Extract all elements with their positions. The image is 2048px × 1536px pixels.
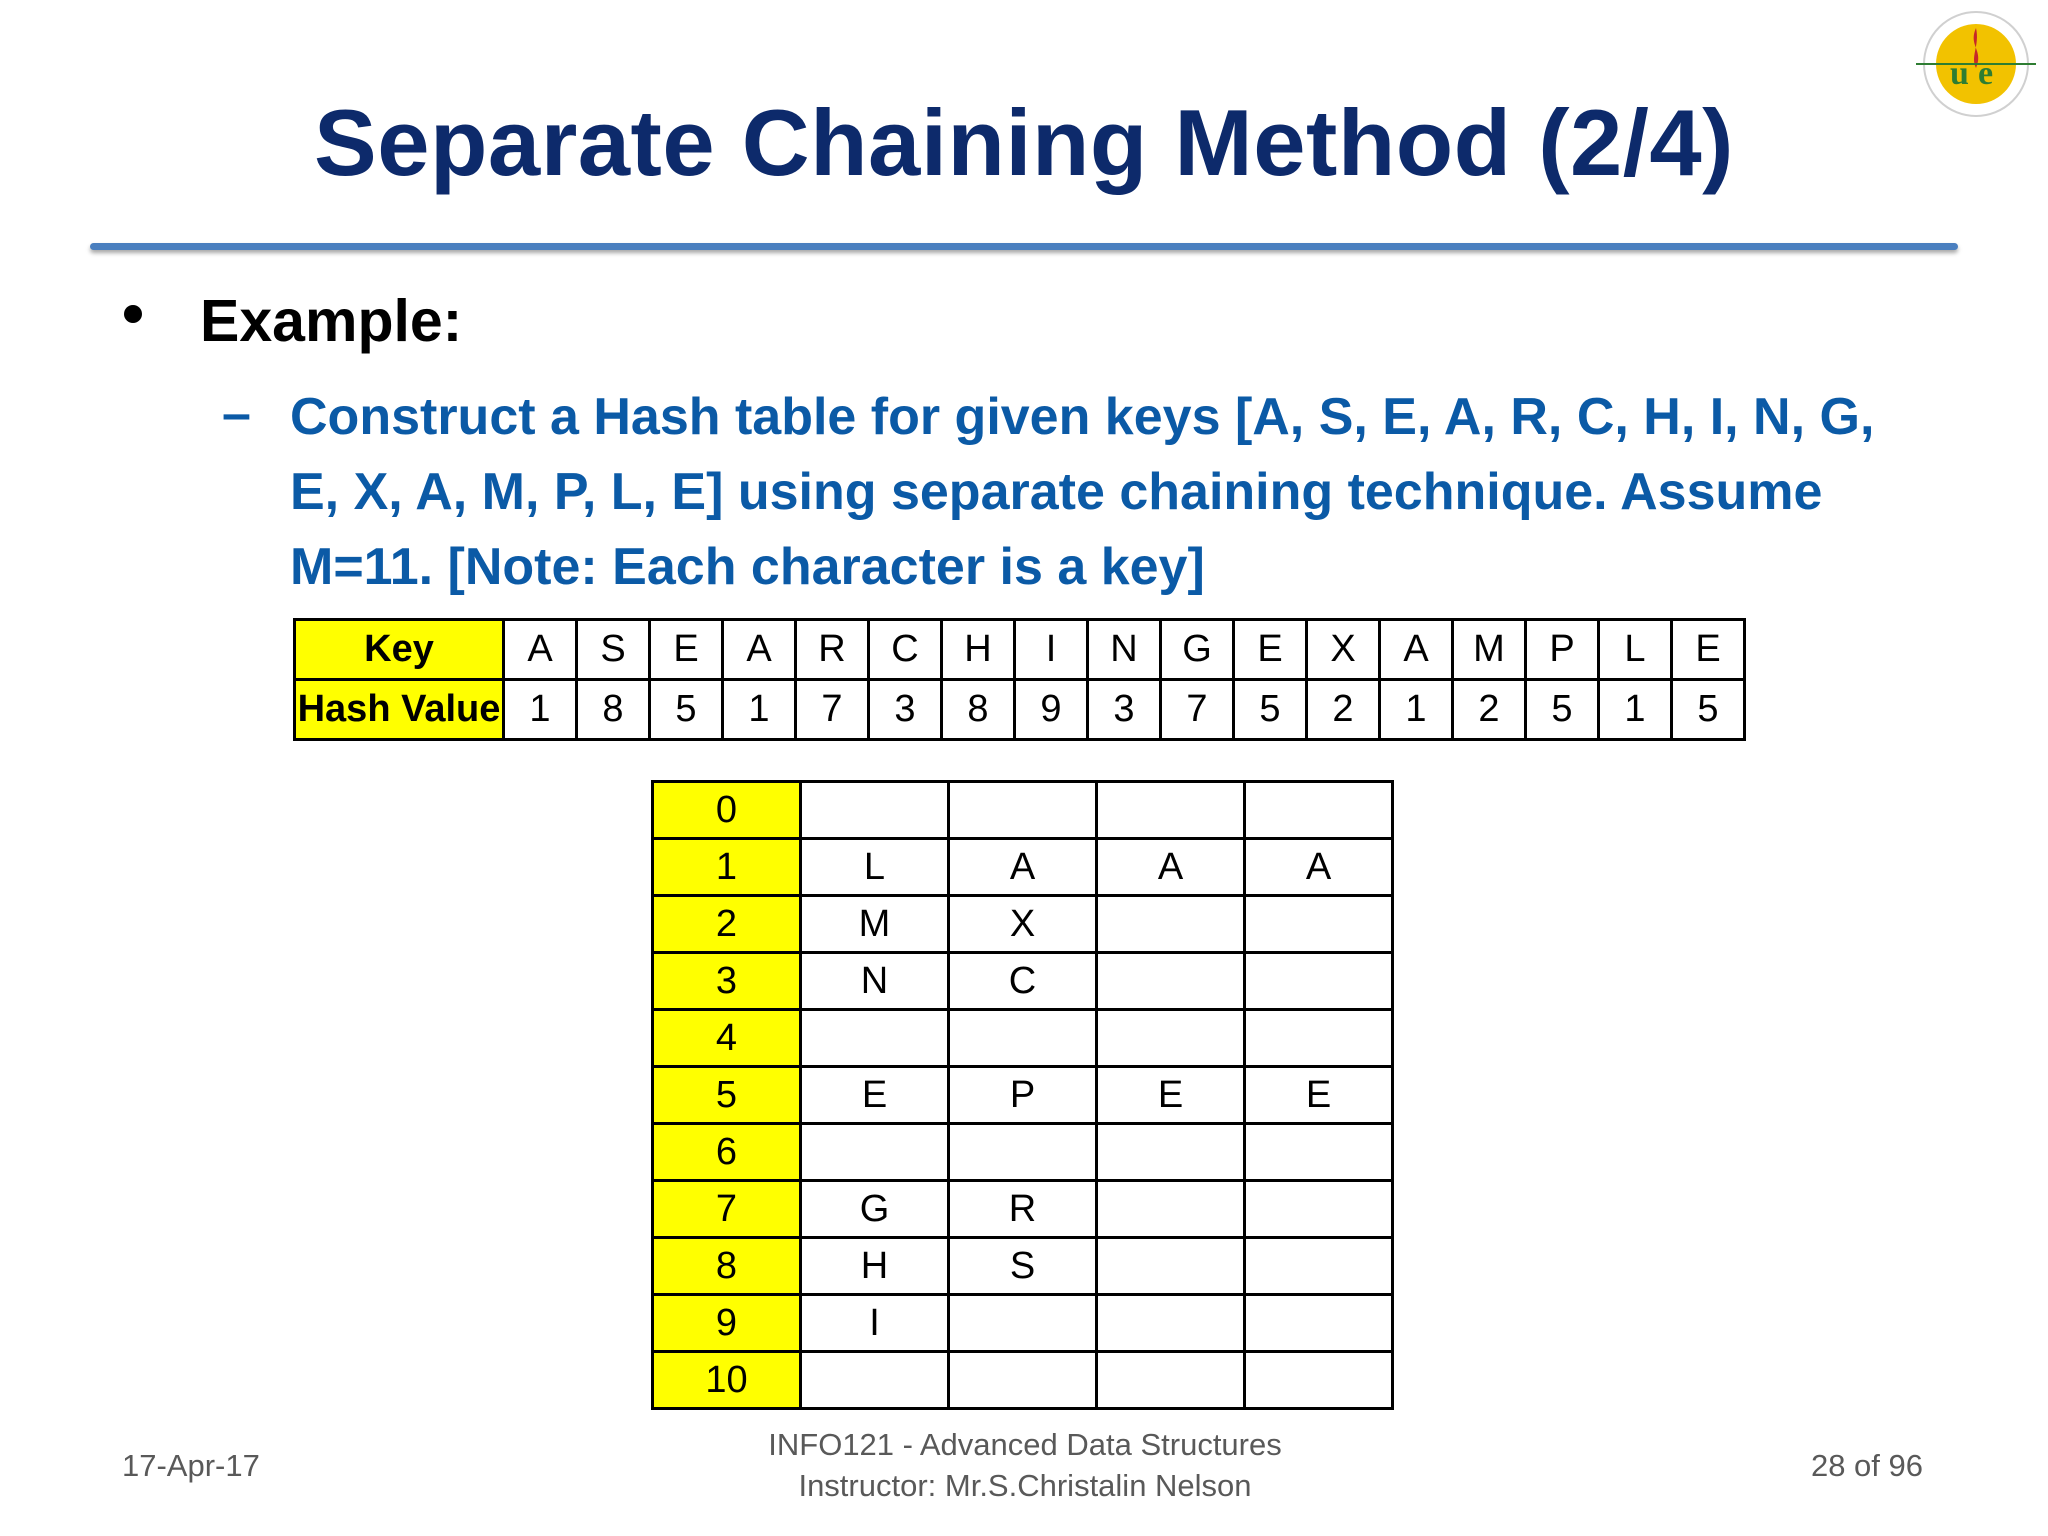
hash-row xyxy=(295,680,1745,740)
chain-cell xyxy=(1097,953,1245,1010)
hash-cell: 9 xyxy=(1015,680,1088,740)
chain-cell: X xyxy=(949,896,1097,953)
bucket-index: 1 xyxy=(653,839,801,896)
hash-cell: 7 xyxy=(796,680,869,740)
key-cell: P xyxy=(1526,620,1599,680)
hash-cell: 5 xyxy=(1672,680,1745,740)
hash-cell: 7 xyxy=(1161,680,1234,740)
chain-cell xyxy=(1097,1124,1245,1181)
bucket-row-4 xyxy=(653,1010,1393,1067)
footer-course-info xyxy=(680,1424,1370,1506)
chain-cell xyxy=(801,1124,949,1181)
bucket-row-8 xyxy=(653,1238,1393,1295)
chain-cell: P xyxy=(949,1067,1097,1124)
footer-date: 17-Apr-17 xyxy=(122,1448,260,1483)
hash-cell: 2 xyxy=(1307,680,1380,740)
chain-cell xyxy=(1245,1181,1393,1238)
separate-chaining-table xyxy=(651,780,1394,1410)
key-cell: H xyxy=(942,620,1015,680)
footer-instructor: Instructor: Mr.S.Christalin Nelson xyxy=(798,1468,1252,1503)
chain-cell xyxy=(1245,1010,1393,1067)
hash-cell: 8 xyxy=(942,680,1015,740)
key-cell: A xyxy=(723,620,796,680)
chain-cell xyxy=(949,1010,1097,1067)
chain-cell: H xyxy=(801,1238,949,1295)
problem-statement xyxy=(290,380,1930,605)
chain-cell: C xyxy=(949,953,1097,1010)
university-logo-icon xyxy=(1910,6,2042,126)
key-hash-table xyxy=(293,618,1746,741)
chain-cell: N xyxy=(801,953,949,1010)
chain-cell xyxy=(949,1124,1097,1181)
bucket-index: 6 xyxy=(653,1124,801,1181)
chain-cell xyxy=(1097,782,1245,839)
problem-line-3: M=11. [Note: Each character is a key] xyxy=(290,538,1205,596)
key-cell: N xyxy=(1088,620,1161,680)
chain-cell xyxy=(801,1352,949,1409)
slide-title: Separate Chaining Method (2/4) xyxy=(314,90,1734,195)
chain-cell: A xyxy=(949,839,1097,896)
chain-cell: E xyxy=(801,1067,949,1124)
key-cell: E xyxy=(1672,620,1745,680)
bucket-index: 2 xyxy=(653,896,801,953)
bucket-row-3 xyxy=(653,953,1393,1010)
chain-cell xyxy=(1245,782,1393,839)
chain-cell xyxy=(949,1295,1097,1352)
chain-cell: G xyxy=(801,1181,949,1238)
chain-cell xyxy=(1245,1295,1393,1352)
chain-cell xyxy=(1097,1181,1245,1238)
chain-cell xyxy=(1245,1124,1393,1181)
chain-cell xyxy=(1245,953,1393,1010)
key-cell: I xyxy=(1015,620,1088,680)
hash-cell: 5 xyxy=(650,680,723,740)
bucket-index: 9 xyxy=(653,1295,801,1352)
key-cell: S xyxy=(577,620,650,680)
key-cell: M xyxy=(1453,620,1526,680)
title-divider xyxy=(90,243,1958,250)
bucket-row-9 xyxy=(653,1295,1393,1352)
footer-course: INFO121 - Advanced Data Structures xyxy=(768,1427,1282,1462)
chain-cell: S xyxy=(949,1238,1097,1295)
bucket-row-0 xyxy=(653,782,1393,839)
hash-cell: 5 xyxy=(1234,680,1307,740)
bucket-index: 3 xyxy=(653,953,801,1010)
key-cell: L xyxy=(1599,620,1672,680)
bucket-index: 5 xyxy=(653,1067,801,1124)
hash-cell: 1 xyxy=(504,680,577,740)
hash-cell: 1 xyxy=(1380,680,1453,740)
key-row xyxy=(295,620,1745,680)
hash-cell: 3 xyxy=(869,680,942,740)
chain-cell xyxy=(1097,1352,1245,1409)
chain-cell xyxy=(801,1010,949,1067)
chain-cell xyxy=(1097,1010,1245,1067)
chain-cell: L xyxy=(801,839,949,896)
key-cell: E xyxy=(1234,620,1307,680)
bucket-row-6 xyxy=(653,1124,1393,1181)
hash-cell: 5 xyxy=(1526,680,1599,740)
chain-cell xyxy=(949,782,1097,839)
bullet-heading: Example: xyxy=(200,288,463,354)
bucket-index: 0 xyxy=(653,782,801,839)
chain-cell: A xyxy=(1097,839,1245,896)
problem-line-2: E, X, A, M, P, L, E] using separate chaining technique. Assume xyxy=(290,463,1823,521)
chain-cell: I xyxy=(801,1295,949,1352)
bucket-row-1 xyxy=(653,839,1393,896)
bucket-index: 7 xyxy=(653,1181,801,1238)
chain-cell xyxy=(949,1352,1097,1409)
chain-cell xyxy=(801,782,949,839)
dash-marker: – xyxy=(222,385,251,443)
hash-cell: 8 xyxy=(577,680,650,740)
bucket-row-7 xyxy=(653,1181,1393,1238)
key-cell: R xyxy=(796,620,869,680)
key-cell: C xyxy=(869,620,942,680)
hash-cell: 2 xyxy=(1453,680,1526,740)
key-cell: E xyxy=(650,620,723,680)
hash-header: Hash Value xyxy=(295,680,504,740)
key-cell: A xyxy=(504,620,577,680)
bucket-index: 4 xyxy=(653,1010,801,1067)
bucket-row-5 xyxy=(653,1067,1393,1124)
bucket-row-10 xyxy=(653,1352,1393,1409)
footer-page-number: 28 of 96 xyxy=(1810,1448,1923,1483)
chain-cell: M xyxy=(801,896,949,953)
bucket-index: 8 xyxy=(653,1238,801,1295)
chain-cell xyxy=(1245,896,1393,953)
svg-text:e: e xyxy=(1978,55,1994,92)
bullet-icon xyxy=(124,305,142,323)
chain-cell: E xyxy=(1097,1067,1245,1124)
chain-cell xyxy=(1097,1295,1245,1352)
chain-cell xyxy=(1245,1352,1393,1409)
chain-cell xyxy=(1097,1238,1245,1295)
problem-line-1: Construct a Hash table for given keys [A, S, E, A, R, C, H, I, N, G, xyxy=(290,388,1875,446)
key-cell: G xyxy=(1161,620,1234,680)
chain-cell xyxy=(1245,1238,1393,1295)
hash-cell: 1 xyxy=(1599,680,1672,740)
key-cell: X xyxy=(1307,620,1380,680)
chain-cell: A xyxy=(1245,839,1393,896)
hash-cell: 1 xyxy=(723,680,796,740)
svg-text:u: u xyxy=(1950,55,1969,92)
hash-cell: 3 xyxy=(1088,680,1161,740)
chain-cell xyxy=(1097,896,1245,953)
key-cell: A xyxy=(1380,620,1453,680)
key-header: Key xyxy=(295,620,504,680)
bucket-index: 10 xyxy=(653,1352,801,1409)
chain-cell: E xyxy=(1245,1067,1393,1124)
bucket-row-2 xyxy=(653,896,1393,953)
chain-cell: R xyxy=(949,1181,1097,1238)
